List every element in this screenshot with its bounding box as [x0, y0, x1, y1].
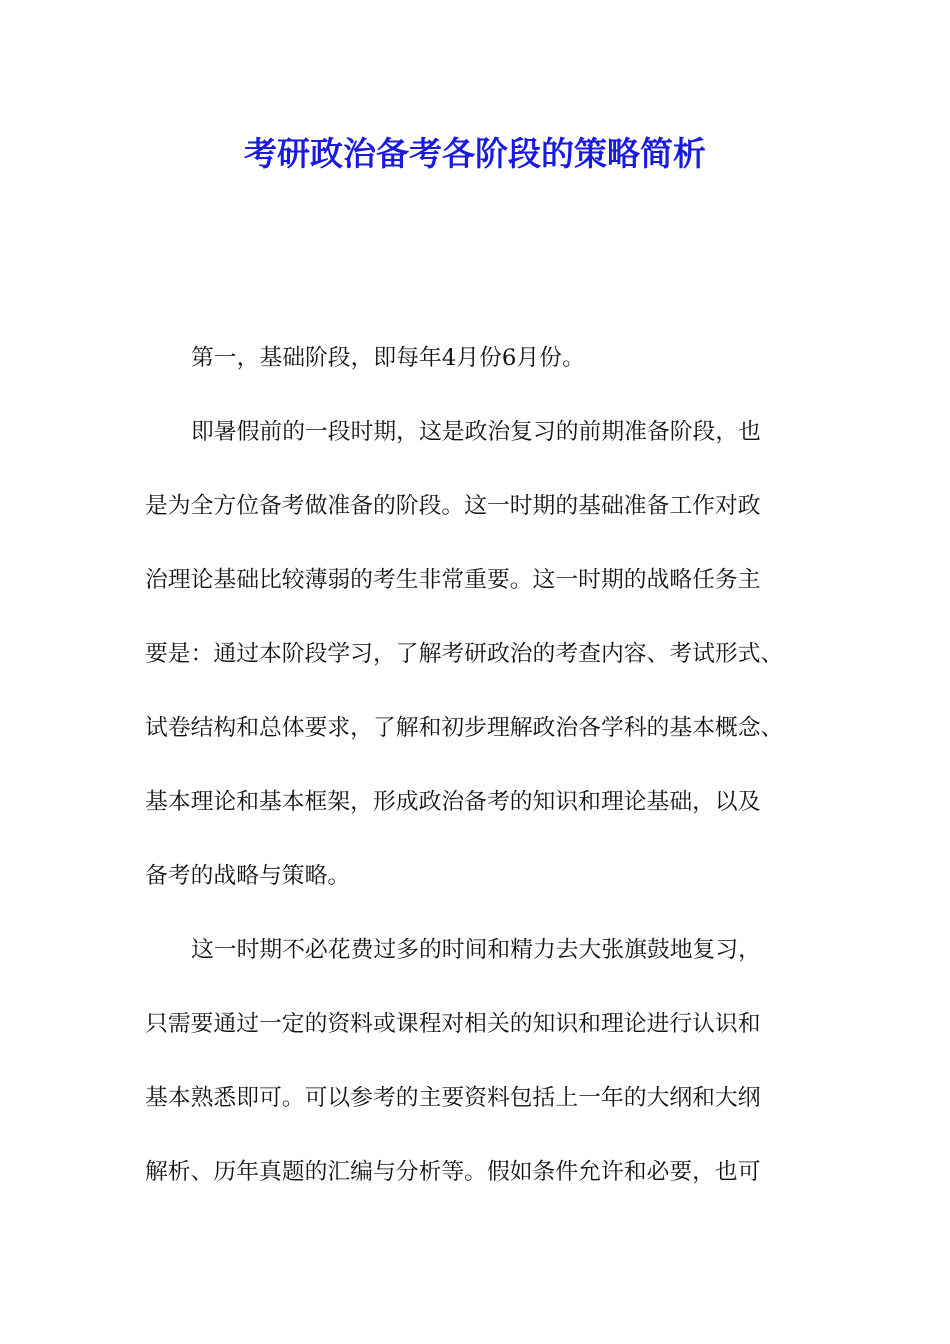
paragraph-2: [145, 408, 825, 901]
text-line: 解析、历年真题的汇编与分析等。假如条件允许和必要，也可: [145, 1159, 761, 1185]
text-line: 备考的战略与策略。: [145, 863, 351, 889]
text-line: 基本理论和基本框架，形成政治备考的知识和理论基础，以及: [145, 789, 761, 815]
text-line: 基本熟悉即可。可以参考的主要资料包括上一年的大纲和大纲: [145, 1085, 761, 1111]
text-line: 要是：通过本阶段学习，了解考研政治的考查内容、考试形式、: [145, 641, 784, 667]
paragraph-1: [145, 334, 825, 383]
text-line: 即暑假前的一段时期，这是政治复习的前期准备阶段，也: [191, 419, 761, 445]
text-line: 是为全方位备考做准备的阶段。这一时期的基础准备工作对政: [145, 493, 761, 519]
document-title: 考研政治备考各阶段的策略简析: [244, 134, 706, 173]
text-line: 试卷结构和总体要求，了解和初步理解政治各学科的基本概念、: [145, 715, 784, 741]
text-line: 第一，基础阶段，即每年4月份6月份。: [191, 345, 585, 371]
paragraph-3: [145, 926, 825, 1197]
text-line: 这一时期不必花费过多的时间和精力去大张旗鼓地复习，: [191, 937, 761, 963]
document-body: [145, 334, 825, 1222]
text-line: 治理论基础比较薄弱的考生非常重要。这一时期的战略任务主: [145, 567, 761, 593]
text-line: 只需要通过一定的资料或课程对相关的知识和理论进行认识和: [145, 1011, 761, 1037]
